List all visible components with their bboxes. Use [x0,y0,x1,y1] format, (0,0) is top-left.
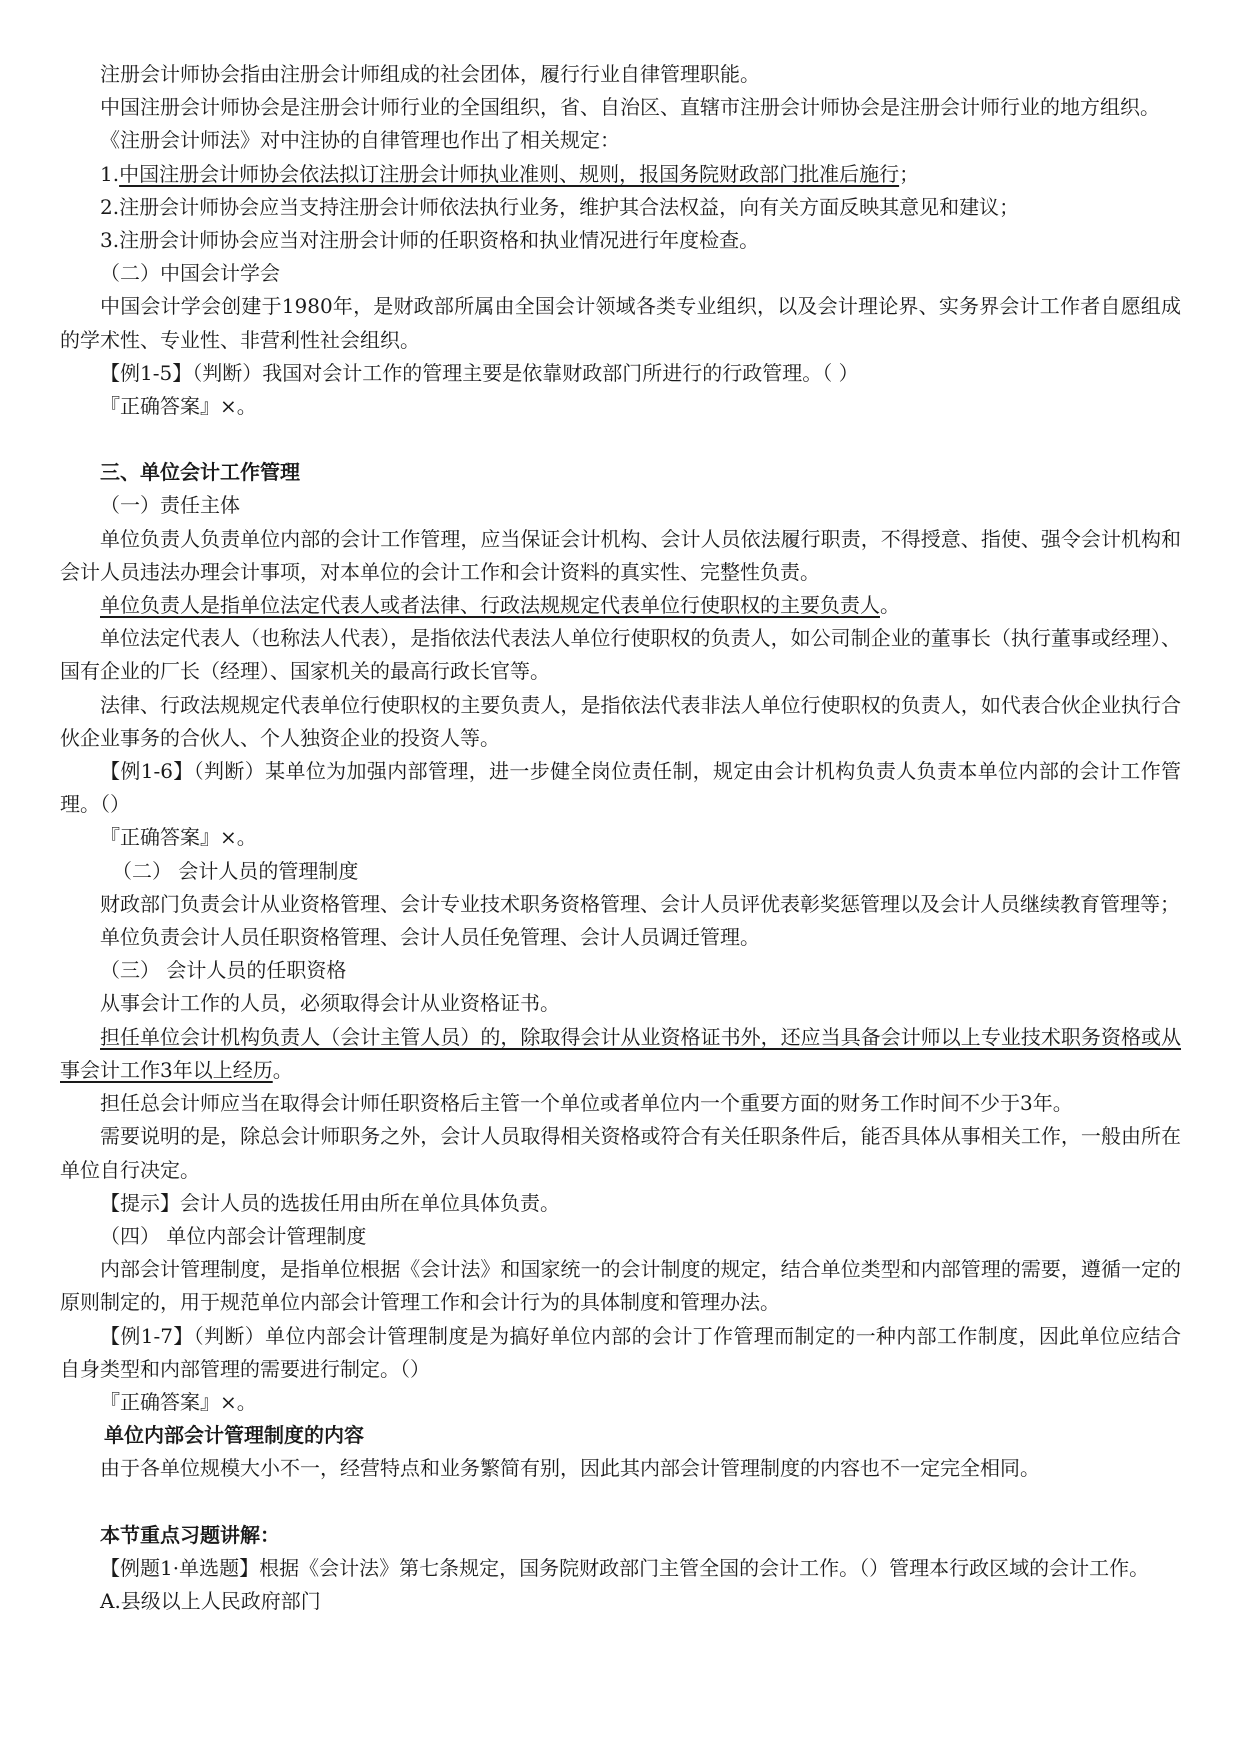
paragraph: 中国注册会计师协会是注册会计师行业的全国组织，省、自治区、直辖市注册会计师协会是注册会计师行业的地方组织。 [100,95,1160,120]
paragraph: 内部会计管理制度，是指单位根据《会计法》和国家统一的会计制度的规定，结合单位类型和内部管理的需要，遵循一定的原则制定的，用于规范单位内部会计管理工作和会计行为的具体制度和管理办法。 [60,1257,1181,1315]
example-question: 【例1-6】（判断）某单位为加强内部管理，进一步健全岗位责任制，规定由会计机构负责人负责本单位内部的会计工作管理。（） [60,759,1181,817]
paragraph: 担任总会计师应当在取得会计师任职资格后主管一个单位或者单位内一个重要方面的财务工作时间不少于3年。 [100,1091,1073,1116]
punctuation: 。 [272,1057,293,1082]
paragraph: 《注册会计师法》对中注协的自律管理也作出了相关规定： [100,128,620,153]
paragraph [60,589,1181,622]
underlined-text: 中国注册会计师协会依法拟订注册会计师执业准则、规则，报国务院财政部门批准后施行 [119,161,900,186]
answer-option: A.县级以上人民政府部门 [100,1588,321,1613]
tip: 【提示】会计人员的选拔任用由所在单位具体负责。 [100,1190,560,1215]
example-question: 【例题1·单选题】根据《会计法》第七条规定，国务院财政部门主管全国的会计工作。（）管理本行政区域的会计工作。 [100,1555,1150,1580]
list-item: 3.注册会计师协会应当对注册会计师的任职资格和执业情况进行年度检查。 [100,228,760,253]
paragraph: 单位法定代表人（也称法人代表），是指依法代表法人单位行使职权的负责人，如公司制企业的董事长（执行董事或经理）、国有企业的厂长（经理）、国家机关的最高行政长官等。 [60,626,1181,684]
list-item: 2.注册会计师协会应当支持注册会计师依法执行业务，维护其合法权益，向有关方面反映其意见和建议； [100,194,1020,219]
subheading: （二） 会计人员的管理制度 [112,858,359,883]
punctuation: 。 [880,593,900,618]
paragraph: 单位负责人负责单位内部的会计工作管理，应当保证会计机构、会计人员依法履行职责，不得授意、指使、强令会计机构和会计人员违法办理会计事项，对本单位的会计工作和会计资料的真实性、完整性负责。 [60,526,1181,584]
example-question: 【例1-5】（判断）我国对会计工作的管理主要是依靠财政部门所进行的行政管理。（ ） [100,360,859,385]
subheading: （一）责任主体 [100,493,240,518]
underlined-text: 单位负责人是指单位法定代表人或者法律、行政法规规定代表单位行使职权的主要负责人 [100,593,880,618]
section-heading: 本节重点习题讲解： [100,1522,280,1547]
list-item [60,158,1181,191]
paragraph: 需要说明的是，除总会计师职务之外，会计人员取得相关资格或符合有关任职条件后，能否具体从事相关工作，一般由所在单位自行决定。 [60,1124,1181,1182]
section-heading: 三、单位会计工作管理 [100,460,300,485]
example-question: 【例1-7】（判断）单位内部会计管理制度是为搞好单位内部的会计丁作管理而制定的一种内部工作制度，因此单位应结合自身类型和内部管理的需要进行制定。（） [60,1323,1181,1381]
paragraph: 法律、行政法规规定代表单位行使职权的主要负责人，是指依法代表非法人单位行使职权的负责人，如代表合伙企业执行合伙企业事务的合伙人、个人独资企业的投资人等。 [60,692,1181,750]
punctuation: ； [899,161,920,186]
paragraph: 财政部门负责会计从业资格管理、会计专业技术职务资格管理、会计人员评优表彰奖惩管理以及会计人员继续教育管理等； [100,891,1180,916]
paragraph: 由于各单位规模大小不一，经营特点和业务繁简有别，因此其内部会计管理制度的内容也不一定完全相同。 [100,1456,1040,1481]
answer: 『正确答案』×。 [100,394,257,419]
spacer [60,423,1181,456]
underlined-text: 担任单位会计机构负责人（会计主管人员）的，除取得会计从业资格证书外，还应当具备会计师以上专业技术职务资格或从事会计工作3年以上经历 [60,1024,1181,1082]
paragraph: 从事会计工作的人员，必须取得会计从业资格证书。 [100,991,560,1016]
answer: 『正确答案』×。 [100,1389,257,1414]
list-number: 1. [100,161,120,186]
paragraph [60,1021,1181,1087]
subheading: （二）中国会计学会 [100,261,280,286]
subsection-heading: 单位内部会计管理制度的内容 [104,1423,364,1448]
paragraph: 中国会计学会创建于1980年，是财政部所属由全国会计领域各类专业组织，以及会计理论界、实务界会计工作者自愿组成的学术性、专业性、非营利性社会组织。 [60,294,1181,352]
subheading: （三） 会计人员的任职资格 [100,958,347,983]
answer: 『正确答案』×。 [100,825,257,850]
subheading: （四） 单位内部会计管理制度 [100,1223,367,1248]
spacer [60,1486,1181,1519]
paragraph: 单位负责会计人员任职资格管理、会计人员任免管理、会计人员调迁管理。 [100,925,760,950]
paragraph: 注册会计师协会指由注册会计师组成的社会团体，履行行业自律管理职能。 [100,62,760,86]
